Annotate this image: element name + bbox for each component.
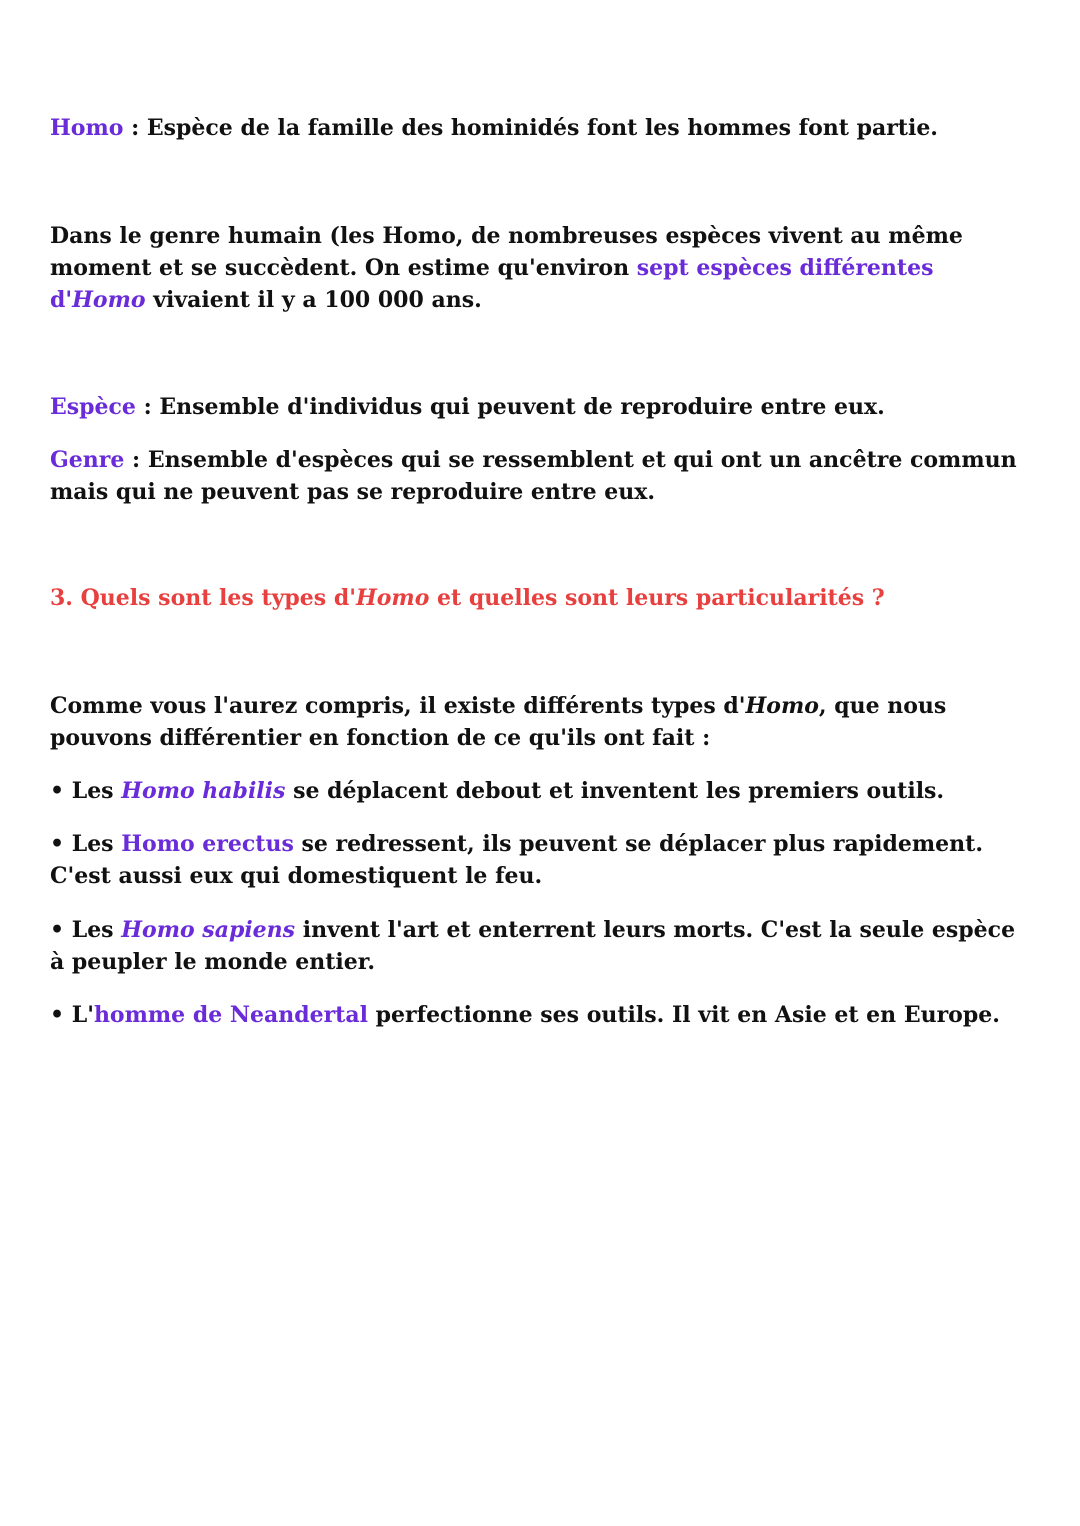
paragraph-genre-humain	[50, 220, 1035, 316]
bullet-name-homo-erectus: Homo erectus	[121, 831, 294, 857]
section-3-title-part1: 3. Quels sont les types d'	[50, 585, 356, 611]
bullet-homo-habilis	[50, 775, 1035, 807]
bullet-prefix: • Les	[50, 831, 122, 857]
section-3-title-part2: et quelles sont leurs particularités ?	[429, 585, 885, 611]
definition-genre-text: : Ensemble d'espèces qui se ressemblent et qui ont un ancêtre commun mais qui ne peuvent pas se reproduire entre eux.	[50, 447, 1017, 505]
definition-espece-text: : Ensemble d'individus qui peuvent de reproduire entre eux.	[135, 394, 885, 420]
intro-part1: Comme vous l'aurez compris, il existe différents types d'	[50, 693, 746, 719]
paragraph-highlight: sept espèces différentes d'	[50, 255, 934, 313]
bullet-name-neandertal: homme de Neandertal	[93, 1002, 368, 1028]
section-3-title-italic: Homo	[355, 585, 430, 611]
intro-part2: , que nous pouvons différentier en fonction de ce qu'ils ont fait :	[50, 693, 947, 751]
paragraph-highlight-italic: Homo	[72, 287, 146, 313]
definition-homo	[50, 112, 1035, 144]
bullet-neandertal	[50, 999, 1035, 1031]
term-homo: Homo	[50, 115, 124, 141]
section-3-heading	[50, 582, 1035, 614]
bullet-prefix: • L'	[50, 1002, 94, 1028]
bullet-homo-sapiens	[50, 914, 1035, 978]
paragraph-genre-humain-part2: vivaient il y a 100 000 ans.	[145, 287, 482, 313]
definition-espece	[50, 391, 1035, 423]
intro-italic: Homo	[745, 693, 819, 719]
bullet-text: se redressent, ils peuvent se déplacer plus rapidement. C'est aussi eux qui domestiquent le feu.	[50, 831, 983, 889]
bullet-text: se déplacent debout et inventent les premiers outils.	[285, 778, 945, 804]
term-genre: Genre	[50, 447, 125, 473]
bullet-homo-erectus	[50, 828, 1035, 892]
intro-paragraph	[50, 690, 1035, 754]
bullet-prefix: • Les	[50, 778, 122, 804]
bullet-text: perfectionne ses outils. Il vit en Asie et en Europe.	[367, 1002, 1000, 1028]
bullet-name-homo-habilis: Homo habilis	[121, 778, 286, 804]
bullet-text: invent l'art et enterrent leurs morts. C'est la seule espèce à peupler le monde entier.	[50, 917, 1016, 975]
definition-genre	[50, 444, 1035, 508]
bullet-prefix: • Les	[50, 917, 122, 943]
paragraph-genre-humain-part1: Dans le genre humain (les Homo, de nombreuses espèces vivent au même moment et se succèdent. On estime qu'environ	[50, 223, 963, 281]
bullet-name-homo-sapiens: Homo sapiens	[121, 917, 296, 943]
term-espece: Espèce	[50, 394, 136, 420]
definition-homo-text: : Espèce de la famille des hominidés font les hommes font partie.	[123, 115, 938, 141]
